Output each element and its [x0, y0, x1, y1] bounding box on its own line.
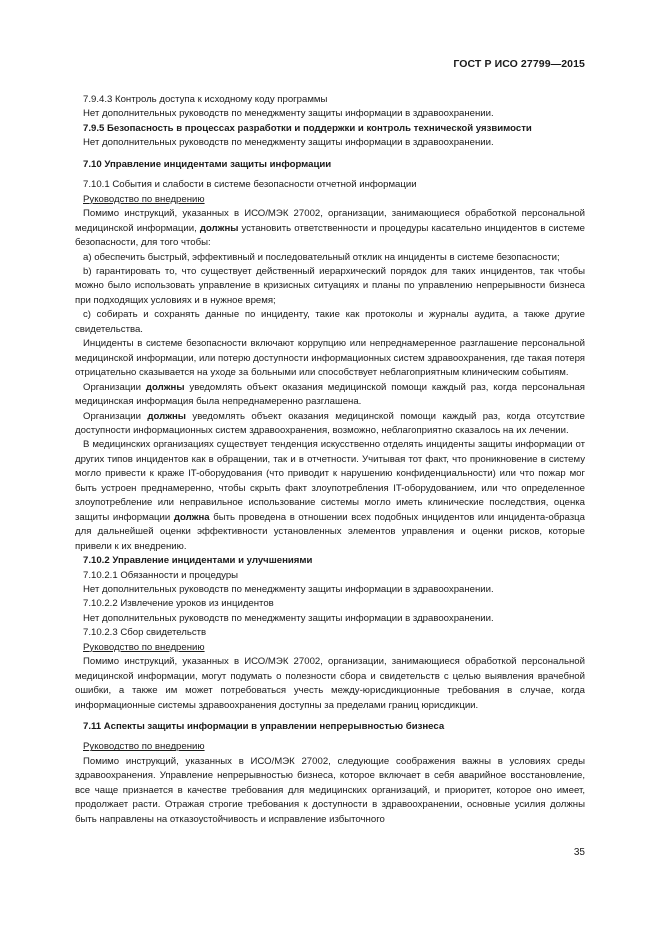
- page-number: 35: [573, 847, 585, 858]
- section-7-10-1-title: 7.10.1 События и слабости в системе безопасности отчетной информации: [83, 179, 417, 191]
- section-7-10-2-title: 7.10.2 Управление инцидентами и улучшениями: [83, 555, 313, 567]
- paragraph-notify-disclosure: Организации должны уведомлять объект оказания медицинской помощи каждый раз, когда персональная медицинская информация была непреднамеренно разглашена.: [75, 381, 585, 408]
- section-7-10-2-1-text: Нет дополнительных руководств по менеджменту защиты информации в здравоохранении.: [83, 583, 494, 595]
- section-7-10-2-1-title: 7.10.2.1 Обязанности и процедуры: [83, 569, 239, 581]
- list-item-a: a) обеспечить быстрый, эффективный и последовательный отклик на инциденты в системе безопасности;: [83, 251, 560, 263]
- guidance-label: Руководство по внедрению: [83, 641, 205, 653]
- guidance-label: Руководство по внедрению: [83, 193, 205, 205]
- paragraph-incident-separation: В медицинских организациях существует тенденция искусственно отделять инциденты защиты информации от других типов инцидентов как в обращении, так и в отчетности. Учитывая тот факт, что проникновение в систему могло привести к краже IT-оборудования (что приводит к нарушению конфиденциальности) или что пожар мог быть устроен преднамеренно, чтобы скрыть факт злоупотребления IT-оборудованием, или что определенное злоупотребление или неправильное использование системы могло иметь клинические последствия, оценка защиты информации должна быть проведена в отношении всех подобных инцидентов или инцидента-образца для дальнейшей оценки эффективности установленных элементов управления и оценки рисков, которые привели к их внедрению.: [75, 439, 586, 552]
- document-id: ГОСТ Р ИСО 27799—2015: [453, 58, 585, 70]
- document-body: [75, 93, 585, 827]
- guidance-label: Руководство по внедрению: [83, 741, 205, 753]
- section-7-10-title: 7.10 Управление инцидентами защиты информации: [83, 158, 332, 170]
- list-item-b: b) гарантировать то, что существует действенный иерархический порядок для таких инцидентов, так чтобы можно было использовать управление в кризисных ситуациях и планы по управлению непрерывности бизнеса при подходящих условиях и в нужное время;: [75, 265, 585, 306]
- paragraph-notify-availability: Организации должны уведомлять объект оказания медицинской помощи каждый раз, когда отсутствие доступности информационных систем здравоохранения, возможно, неблагоприятно сказалось на их лечении.: [75, 410, 585, 436]
- paragraph-evidence-collection: Помимо инструкций, указанных в ИСО/МЭК 27002, организации, занимающиеся обработкой персональной медицинской информации, могут подумать о полезности сбора и свидетельств с целью выявления врачебной ошибки, а также им может потребоваться учесть между-юрисдикционные требования в случае, когда информационные системы здравоохранения доступны за пределами границ юрисдикции.: [75, 656, 585, 711]
- section-7-10-2-2-title: 7.10.2.2 Извлечение уроков из инцидентов: [83, 598, 274, 610]
- paragraph-incident-definition: Инциденты в системе безопасности включают коррупцию или непреднамеренное разглашение персональной медицинской информации, или потерю доступности информационных систем здравоохранения, где такая потеря отрицательно сказывается на уходе за больными или способствует неблагоприятным клиническим событиям.: [75, 338, 585, 379]
- section-7-9-4-3-text: Нет дополнительных руководств по менеджменту защиты информации в здравоохранении.: [83, 108, 494, 120]
- section-7-11-title: 7.11 Аспекты защиты информации в управлении непрерывностью бизнеса: [83, 721, 445, 733]
- section-7-10-2-2-text: Нет дополнительных руководств по менеджменту защиты информации в здравоохранении.: [83, 612, 494, 624]
- section-7-9-4-3-title: 7.9.4.3 Контроль доступа к исходному коду программы: [83, 94, 328, 105]
- section-7-9-5-title: 7.9.5 Безопасность в процессах разработки и поддержки и контроль технической уязвимости: [83, 122, 532, 134]
- list-item-c: c) собирать и сохранять данные по инциденту, такие как протоколы и журналы аудита, а также другие свидетельства.: [75, 309, 585, 335]
- paragraph-business-continuity: Помимо инструкций, указанных в ИСО/МЭК 27002, следующие соображения важны в условиях среды здравоохранения. Управление непрерывностью бизнеса, которое включает в себя аварийное восстановление, все чаще признается в качестве требования для медицинских организаций, и приоритет, которое оно имеет, продолжает расти. Отражая строгие требования к доступности в здравоохранении, основные усилия должны быть направлены на отказоустойчивость и исправление избыточного: [75, 755, 585, 825]
- section-7-9-5-text: Нет дополнительных руководств по менеджменту защиты информации в здравоохранении.: [83, 137, 494, 149]
- paragraph-incident-responsibilities: Помимо инструкций, указанных в ИСО/МЭК 27002, организации, занимающиеся обработкой персональной медицинской информации, должны установить ответственности и процедуры касательно инцидентов в системе безопасности, для того чтобы:: [75, 208, 586, 249]
- section-7-10-2-3-title: 7.10.2.3 Сбор свидетельств: [83, 627, 207, 639]
